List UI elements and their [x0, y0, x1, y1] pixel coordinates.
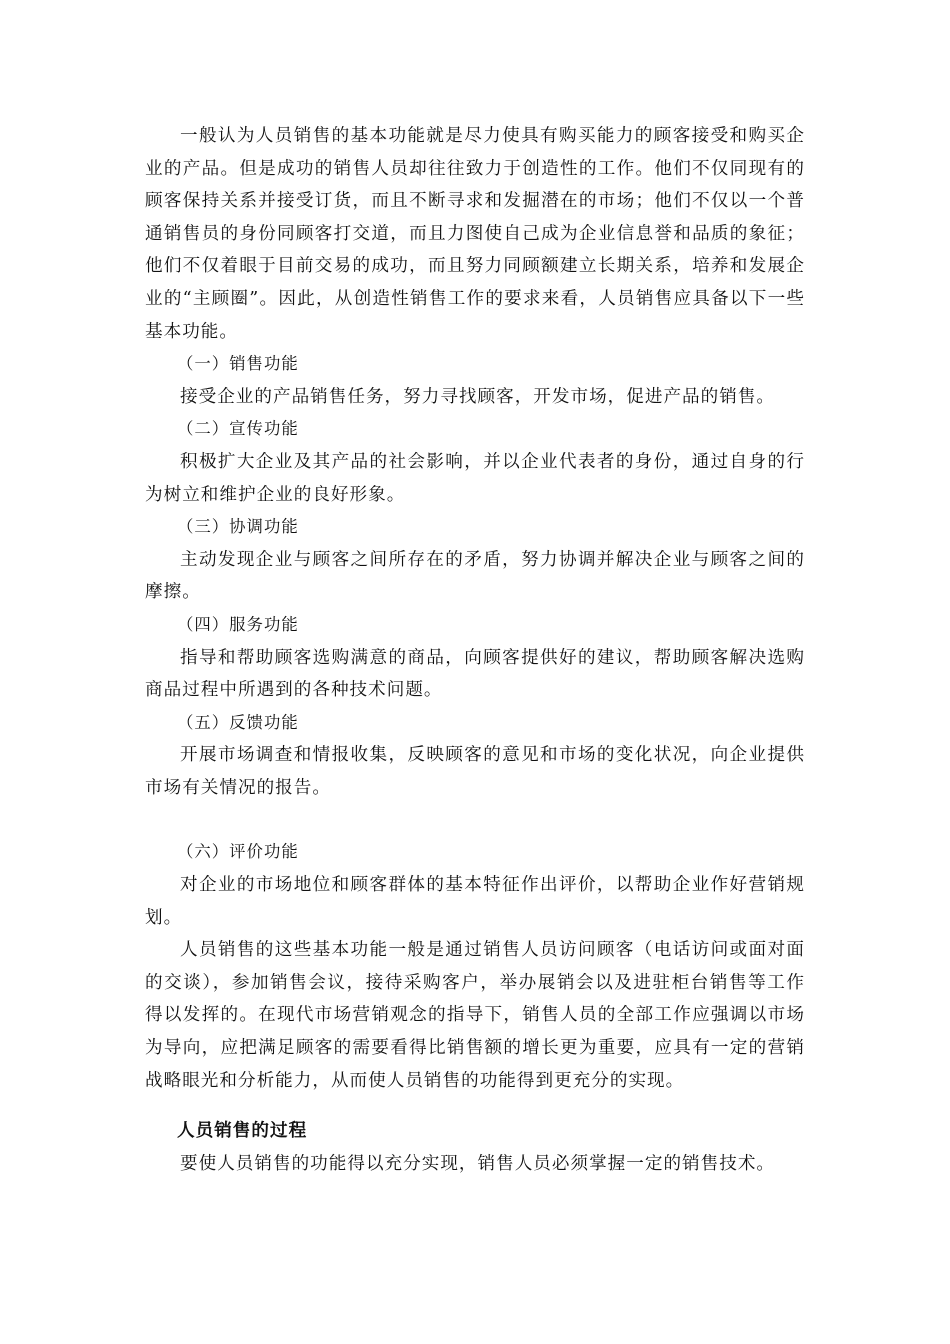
function-text-coordination: 主动发现企业与顾客之间所存在的矛盾，努力协调并解决企业与顾客之间的摩擦。 — [145, 549, 805, 603]
function-heading-coordination: （三）协调功能 — [177, 517, 299, 537]
function-heading-service: （四）服务功能 — [177, 614, 299, 634]
function-heading-promotion: （二）宣传功能 — [177, 419, 299, 439]
document-page — [145, 120, 805, 1180]
function-text-promotion: 积极扩大企业及其产品的社会影响，并以企业代表者的身份，通过自身的行为树立和维护企业的良好形象。 — [145, 451, 805, 505]
function-text-feedback: 开展市场调查和情报收集，反映顾客的意见和市场的变化状况，向企业提供市场有关情况的报告。 — [145, 745, 805, 798]
function-heading-feedback: （五）反馈功能 — [177, 712, 299, 732]
section-paragraph: 要使人员销售的功能得以充分实现，销售人员必须掌握一定的销售技术。 — [180, 1153, 776, 1174]
function-text-sales: 接受企业的产品销售任务，努力寻找顾客，开发市场，促进产品的销售。 — [180, 386, 776, 407]
intro-paragraph: 一般认为人员销售的基本功能就是尽力使具有购买能力的顾客接受和购买企业的产品。但是成功的销售人员却往往致力于创造性的工作。他们不仅同现有的顾客保持关系并接受订货，而且不断寻求和发掘潜在的市场；他们不仅以一个普通销售员的身份同顾客打交道，而且力图使自己成为企业信息誉和品质的象征；他们不仅着眼于目前交易的成功，而且努力同顾额建立长期关系，培养和发展企业的“主顾圈”。因此，从创造性销售工作的要求来看，人员销售应具备以下一些基本功能。 — [145, 126, 805, 342]
function-text-evaluation: 对企业的市场地位和顾客群体的基本特征作出评价，以帮助企业作好营销规划。 — [145, 875, 805, 928]
function-heading-sales: （一）销售功能 — [177, 354, 299, 374]
function-text-service: 指导和帮助顾客选购满意的商品，向顾客提供好的建议，帮助顾客解决选购商品过程中所遇到的各种技术问题。 — [145, 647, 805, 701]
section-heading: 人员销售的过程 — [177, 1121, 308, 1142]
closing-paragraph: 人员销售的这些基本功能一般是通过销售人员访问顾客（电话访问或面对面的交谈），参加销售会议，接待采购客户，举办展销会以及进驻柜台销售等工作得以发挥的。在现代市场营销观念的指导下，销售人员的全部工作应强调以市场为导向，应把满足顾客的需要看得比销售额的增长更为重要，应具有一定的营销战略眼光和分析能力，从而使人员销售的功能得到更充分的实现。 — [145, 940, 805, 1091]
function-heading-evaluation: （六）评价功能 — [177, 842, 299, 862]
